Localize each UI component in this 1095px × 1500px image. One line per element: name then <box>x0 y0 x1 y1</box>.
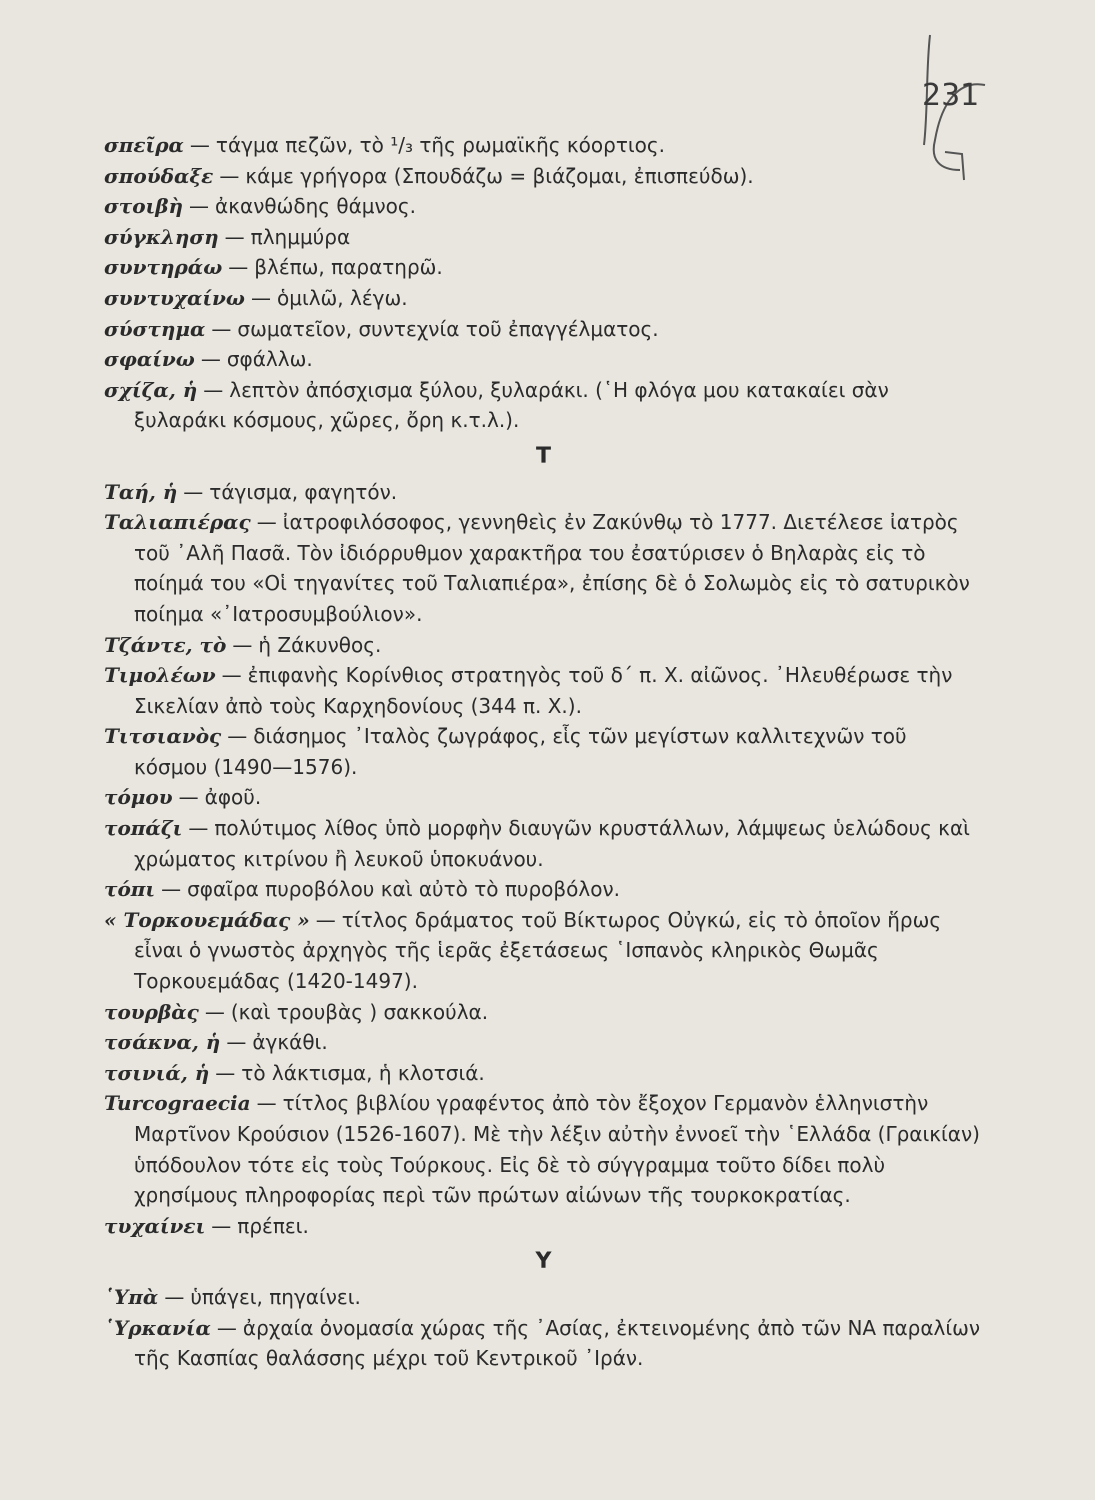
entry-headword: σύστημα <box>104 316 206 341</box>
glossary-entry <box>104 997 984 1028</box>
glossary-entry <box>104 874 984 905</box>
entry-definition: σωματεῖον, συντεχνία τοῦ ἐπαγγέλματος. <box>237 316 659 341</box>
entry-definition: ἀφοῦ. <box>204 785 262 810</box>
entry-separator: — <box>204 999 225 1024</box>
entry-separator: — <box>256 1091 277 1116</box>
entry-definition: ὁμιλῶ, λέγω. <box>276 285 408 310</box>
entry-definition: ἡ Ζάκυνθος. <box>258 632 382 657</box>
entry-headword: Τζάντε, τὸ <box>104 632 227 657</box>
glossary-entry <box>104 191 984 222</box>
section-letter: Υ <box>535 1249 553 1275</box>
entry-definition: πρέπει. <box>237 1213 309 1238</box>
entry-headword: Τιτσιανὸς <box>104 724 222 749</box>
entry-definition: ἀγκάθι. <box>252 1030 328 1055</box>
glossary-entry <box>104 314 984 345</box>
glossary-entry <box>104 130 984 161</box>
entry-separator: — <box>211 316 232 341</box>
entry-headword: σφαίνω <box>104 347 195 372</box>
entry-headword: συντυχαίνω <box>104 285 245 310</box>
entry-separator: — <box>215 1060 236 1085</box>
section-letter: Τ <box>535 443 552 469</box>
glossary-entry <box>104 660 984 721</box>
entry-headword: συντηράω <box>104 255 223 280</box>
entry-separator: — <box>250 285 271 310</box>
entry-definition: σφάλλω. <box>226 347 313 372</box>
glossary-entry <box>104 477 984 508</box>
entry-definition: τάγμα πεζῶν, τὸ ¹/₃ τῆς ρωμαϊκῆς κόορτιος. <box>215 133 665 157</box>
entry-headword: τοπάζι <box>104 816 183 841</box>
entry-separator: — <box>200 347 221 372</box>
entry-definition: ἐπιφανὴς Κορίνθιος στρατηγὸς τοῦ δ΄ π. Χ. αἰῶνος. ᾿Ηλευθέρωσε τὴν Σικελίαν ἀπὸ τοὺς Καρχηδονίους (344 π. Χ.). <box>134 663 953 718</box>
entry-headword: Ταή, ἡ <box>104 479 178 504</box>
entry-definition: τίτλος δράματος τοῦ Βίκτωρος Οὐγκώ, εἰς τὸ ὁποῖον ἥρως εἶναι ὁ γνωστὸς ἀρχηγὸς τῆς ἱερᾶς ἐξετάσεως ῾Ισπανὸς κληρικὸς Θωμᾶς Τορκουεμάδας (1420-1497). <box>134 907 942 994</box>
entry-headword: σύγκληση <box>104 224 219 249</box>
entry-headword: « Τορκουεμάδας » <box>104 907 310 932</box>
entry-definition: τὸ λάκτισμα, ἡ κλοτσιά. <box>241 1060 485 1085</box>
entry-separator: — <box>221 663 242 688</box>
entry-definition: διάσημος ᾿Ιταλὸς ζωγράφος, εἷς τῶν μεγίστων καλλιτεχνῶν τοῦ κόσμου (1490—1576). <box>134 724 907 779</box>
entry-separator: — <box>178 785 199 810</box>
glossary-entry <box>104 1058 984 1089</box>
entry-definition: λεπτὸν ἀπόσχισμα ξύλου, ξυλαράκι. (῾Η φλόγα μου κατακαίει σὰν ξυλαράκι κόσμους, χῶρες, ὄρη κ.τ.λ.). <box>134 377 889 433</box>
page-number: 231 <box>922 78 980 113</box>
glossary-entry <box>104 782 984 813</box>
entry-headword: τόπι <box>104 877 156 902</box>
glossary-entry <box>104 1282 984 1313</box>
entry-headword: Ταλιαπιέρας <box>104 510 251 535</box>
entry-definition: σφαῖρα πυροβόλου καὶ αὐτὸ τὸ πυροβόλον. <box>187 877 620 902</box>
entry-headword: σπεῖρα <box>104 133 184 157</box>
entry-definition: ὑπάγει, πηγαίνει. <box>190 1284 361 1309</box>
entry-separator: — <box>161 877 182 902</box>
entry-separator: — <box>183 479 204 504</box>
entry-headword: ῾Υπὰ <box>104 1284 159 1309</box>
entry-headword: στοιβὴ <box>104 194 184 219</box>
glossary-entry <box>104 222 984 253</box>
glossary-entry <box>104 375 984 436</box>
entry-headword: Τιμολέων <box>104 663 216 688</box>
entry-headword: τσινιά, ἡ <box>104 1060 210 1085</box>
entry-separator: — <box>216 1315 237 1340</box>
glossary-entry <box>104 1313 984 1374</box>
glossary-entry <box>104 1211 984 1242</box>
entry-separator: — <box>226 1030 247 1055</box>
entry-definition: πολύτιμος λίθος ὑπὸ μορφὴν διαυγῶν κρυστάλλων, λάμψεως ὑελώδους καὶ χρώματος κιτρίνου ἢ λευκοῦ ὑποκυάνου. <box>134 816 970 871</box>
glossary-entry <box>104 344 984 375</box>
glossary-entry <box>104 721 984 782</box>
entry-separator: — <box>164 1284 185 1309</box>
entry-separator: — <box>228 255 249 280</box>
entry-definition: τίτλος βιβλίου γραφέντος ἀπὸ τὸν ἔξοχον Γερμανὸν ἑλληνιστὴν Μαρτῖνον Κρούσιον (1526-1607). Μὲ τὴν λέξιν αὐτὴν ἐννοεῖ τὴν ῾Ελλάδα (Γραικίαν) ὑπόδουλον τότε εἰς τοὺς Τούρκους. Εἰς δὲ τὸ σύγγραμμα τοῦτο δίδει πολὺ χρησίμους πληροφορίας περὶ τῶν πρώτων αἰώνων τῆς τουρκοκρατίας. <box>134 1091 980 1208</box>
glossary-entry <box>104 161 984 192</box>
entry-headword: Turcograecia <box>104 1091 251 1116</box>
entry-definition: τάγισμα, φαγητόν. <box>209 479 398 504</box>
entry-separator: — <box>189 194 210 219</box>
glossary-entry <box>104 905 984 997</box>
entry-separator: — <box>256 510 277 535</box>
entry-separator: — <box>189 133 210 157</box>
glossary-entry <box>104 1088 984 1210</box>
entry-separator: — <box>224 224 245 249</box>
entry-headword: τσάκνα, ἡ <box>104 1030 221 1055</box>
entry-definition: βλέπω, παρατηρῶ. <box>254 255 443 280</box>
glossary-entry <box>104 813 984 874</box>
entry-headword: τουρβὰς <box>104 999 199 1024</box>
entry-headword: ῾Υρκανία <box>104 1315 211 1340</box>
glossary-entry <box>104 252 984 283</box>
entry-separator: — <box>227 724 248 749</box>
glossary-entry <box>104 1027 984 1058</box>
entry-separator: — <box>232 632 253 657</box>
entry-definition: κάμε γρήγορα (Σπουδάζω = βιάζομαι, ἐπισπεύδω). <box>245 163 754 188</box>
entry-definition: ἀρχαία ὀνομασία χώρας τῆς ᾿Ασίας, ἐκτεινομένης ἀπὸ τῶν ΝΑ παραλίων τῆς Κασπίας θαλάσσης μέχρι τοῦ Κεντρικοῦ ᾿Ιράν. <box>134 1315 981 1371</box>
entry-definition: ἰατροφιλόσοφος, γεννηθεὶς ἐν Ζακύνθῳ τὸ 1777. Διετέλεσε ἰατρὸς τοῦ ᾿Αλῆ Πασᾶ. Τὸν ἰδιόρρυθμον χαρακτῆρα του ἐσατύρισεν ὁ Βηλαρὰς εἰς τὸ ποίημά του «Οἱ τηγανίτες τοῦ Ταλιαπιέρα», ἐπίσης δὲ ὁ Σολωμὸς εἰς τὸ σατυρικὸν ποίημα «᾿Ιατροσυμβούλιον». <box>134 510 970 626</box>
entry-definition: πλημμύρα <box>250 224 351 249</box>
entry-headword: σπούδαξε <box>104 163 214 188</box>
entry-separator: — <box>203 377 224 402</box>
glossary-entry <box>104 283 984 314</box>
entry-headword: τυχαίνει <box>104 1213 206 1238</box>
glossary-entries <box>104 130 984 1374</box>
entry-separator: — <box>219 163 240 188</box>
entry-definition: ἀκανθώδης θάμνος. <box>215 194 417 219</box>
entry-separator: — <box>211 1213 232 1238</box>
glossary-entry <box>104 630 984 661</box>
entry-definition: (καὶ τρουβὰς ) σακκούλα. <box>230 999 489 1024</box>
entry-headword: σχίζα, ἡ <box>104 377 198 402</box>
entry-separator: — <box>188 816 209 841</box>
entry-separator: — <box>315 907 336 932</box>
glossary-entry <box>104 507 984 629</box>
entry-headword: τόμου <box>104 785 173 810</box>
